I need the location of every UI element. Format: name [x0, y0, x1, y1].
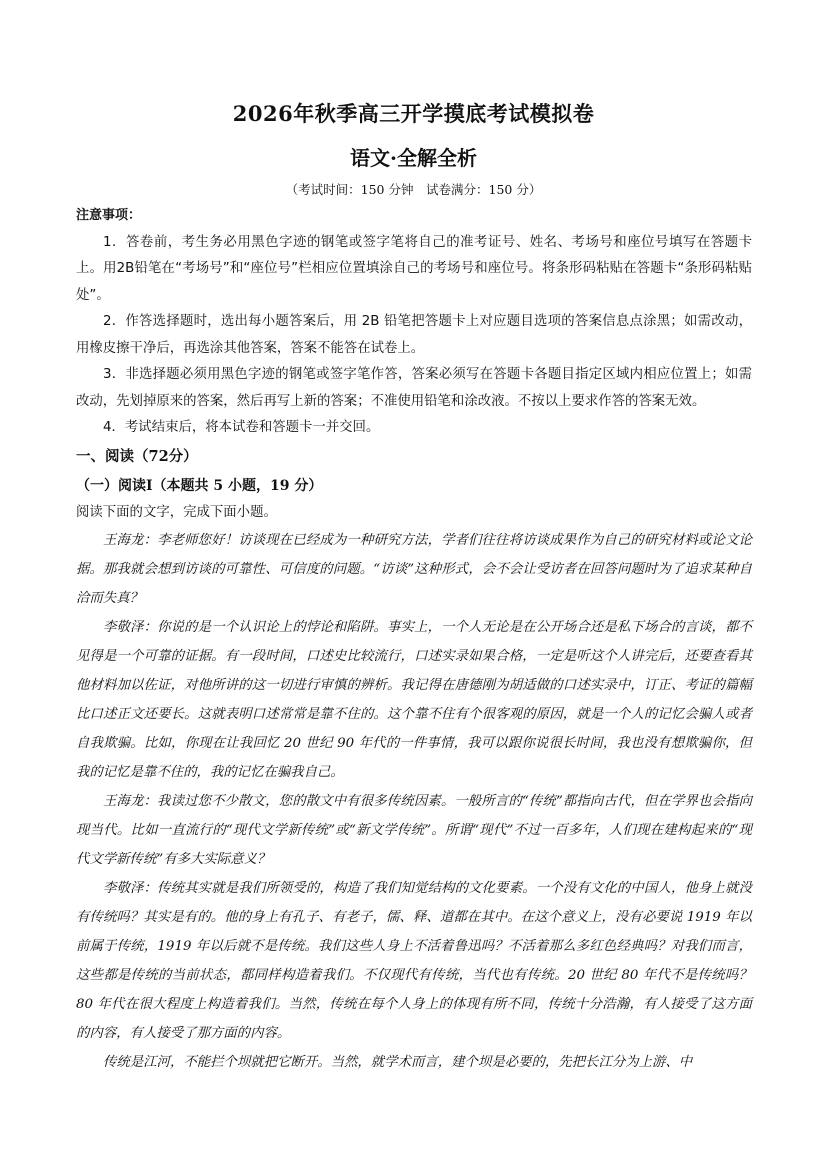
- passage-paragraph: 李敬泽：传统其实就是我们所领受的，构造了我们知觉结构的文化要素。一个没有文化的中国人，他身上就没有传统吗？其实是有的。他的身上有孔子、有老子，儒、释、道都在其中。在这个意义上，没有必要说 1919 年以前属于传统，1919 年以后就不是传统。我们这些人身上不活着鲁迅吗？不活着那么多红色经典吗？对我们而言，这些都是传统的当前状态，都同样构造着我们。不仅现代有传统，当代也有传统。20 世纪 80 年代不是传统吗？80 年代在很大程度上构造着我们。当然，传统在每个人身上的体现有所不同，传统十分浩瀚，有人接受了这方面的内容，有人接受了那方面的内容。: [76, 881, 752, 1041]
- subsection-heading: （一）阅读Ⅰ（本题共 5 小题，19 分）: [76, 478, 323, 494]
- passage-paragraph: 王海龙：我读过您不少散文，您的散文中有很多传统因素。一般所言的“传统”都指向古代，但在学界也会指向现当代。比如一直流行的“现代文学新传统”或“新文学传统”。所谓“现代”不过一百多年，人们现在建构起来的“现代文学新传统”有多大实际意义？: [76, 794, 752, 867]
- note-item: 3．非选择题必须用黑色字迹的钢笔或签字笔作答，答案必须写在答题卡各题目指定区域内相应位置上；如需改动，先划掉原来的答案，然后再写上新的答案；不准使用铅笔和涂改液。不按以上要求作答的答案无效。: [76, 367, 752, 409]
- passage-paragraph: 王海龙：李老师您好！访谈现在已经成为一种研究方法，学者们往往将访谈成果作为自己的研究材料或论文论据。那我就会想到访谈的可靠性、可信度的问题。“访谈”这种形式，会不会让受访者在回答问题时为了追求某种自洽而失真？: [76, 533, 752, 606]
- note-item: 1．答卷前，考生务必用黑色字迹的钢笔或签字笔将自己的准考证号、姓名、考场号和座位号填写在答题卡上。用2B铅笔在“考场号”和“座位号”栏相应位置填涂自己的考场号和座位号。将条形码粘贴在答题卡“条形码粘贴处”。: [76, 234, 752, 303]
- notes-title: 注意事项：: [76, 208, 142, 223]
- note-item: 2．作答选择题时，选出每小题答案后，用 2B 铅笔把答题卡上对应题目选项的答案信息点涂黑；如需改动，用橡皮擦干净后，再选涂其他答案，答案不能答在试卷上。: [76, 314, 752, 356]
- exam-subtitle: 语文·全解全析: [350, 146, 477, 170]
- passage-paragraph: 李敬泽：你说的是一个认识论上的悖论和陷阱。事实上，一个人无论是在公开场合还是私下场合的言谈，都不见得是一个可靠的证据。有一段时间，口述史比较流行，口述实录如果合格，一定是听这个人讲完后，还要查看其他材料加以佐证，对他所讲的这一切进行审慎的辨析。我记得在唐德刚为胡适做的口述实录中，订正、考证的篇幅比口述正文还要长。这就表明口述常常是靠不住的。这个靠不住有个很客观的原因，就是一个人的记忆会骗人或者自我欺骗。比如，你现在让我回忆 20 世纪 90 年代的一件事情，我可以跟你说很长时间，我也没有想欺骗你，但我的记忆是靠不住的，我的记忆在骗我自己。: [76, 620, 752, 780]
- passage-paragraph: 传统是江河，不能拦个坝就把它断开。当然，就学术而言，建个坝是必要的，先把长江分为上游、中: [103, 1055, 693, 1070]
- section-heading: 一、阅读（72分）: [76, 447, 198, 465]
- exam-info: （考试时间：150 分钟 试卷满分：150 分）: [285, 182, 542, 197]
- exam-title: 2026年秋季高三开学摸底考试模拟卷: [232, 101, 595, 126]
- reading-instruction: 阅读下面的文字，完成下面小题。: [76, 504, 277, 520]
- note-item: 4．考试结束后，将本试卷和答题卡一并交回。: [103, 420, 380, 435]
- document-body: [76, 203, 752, 1077]
